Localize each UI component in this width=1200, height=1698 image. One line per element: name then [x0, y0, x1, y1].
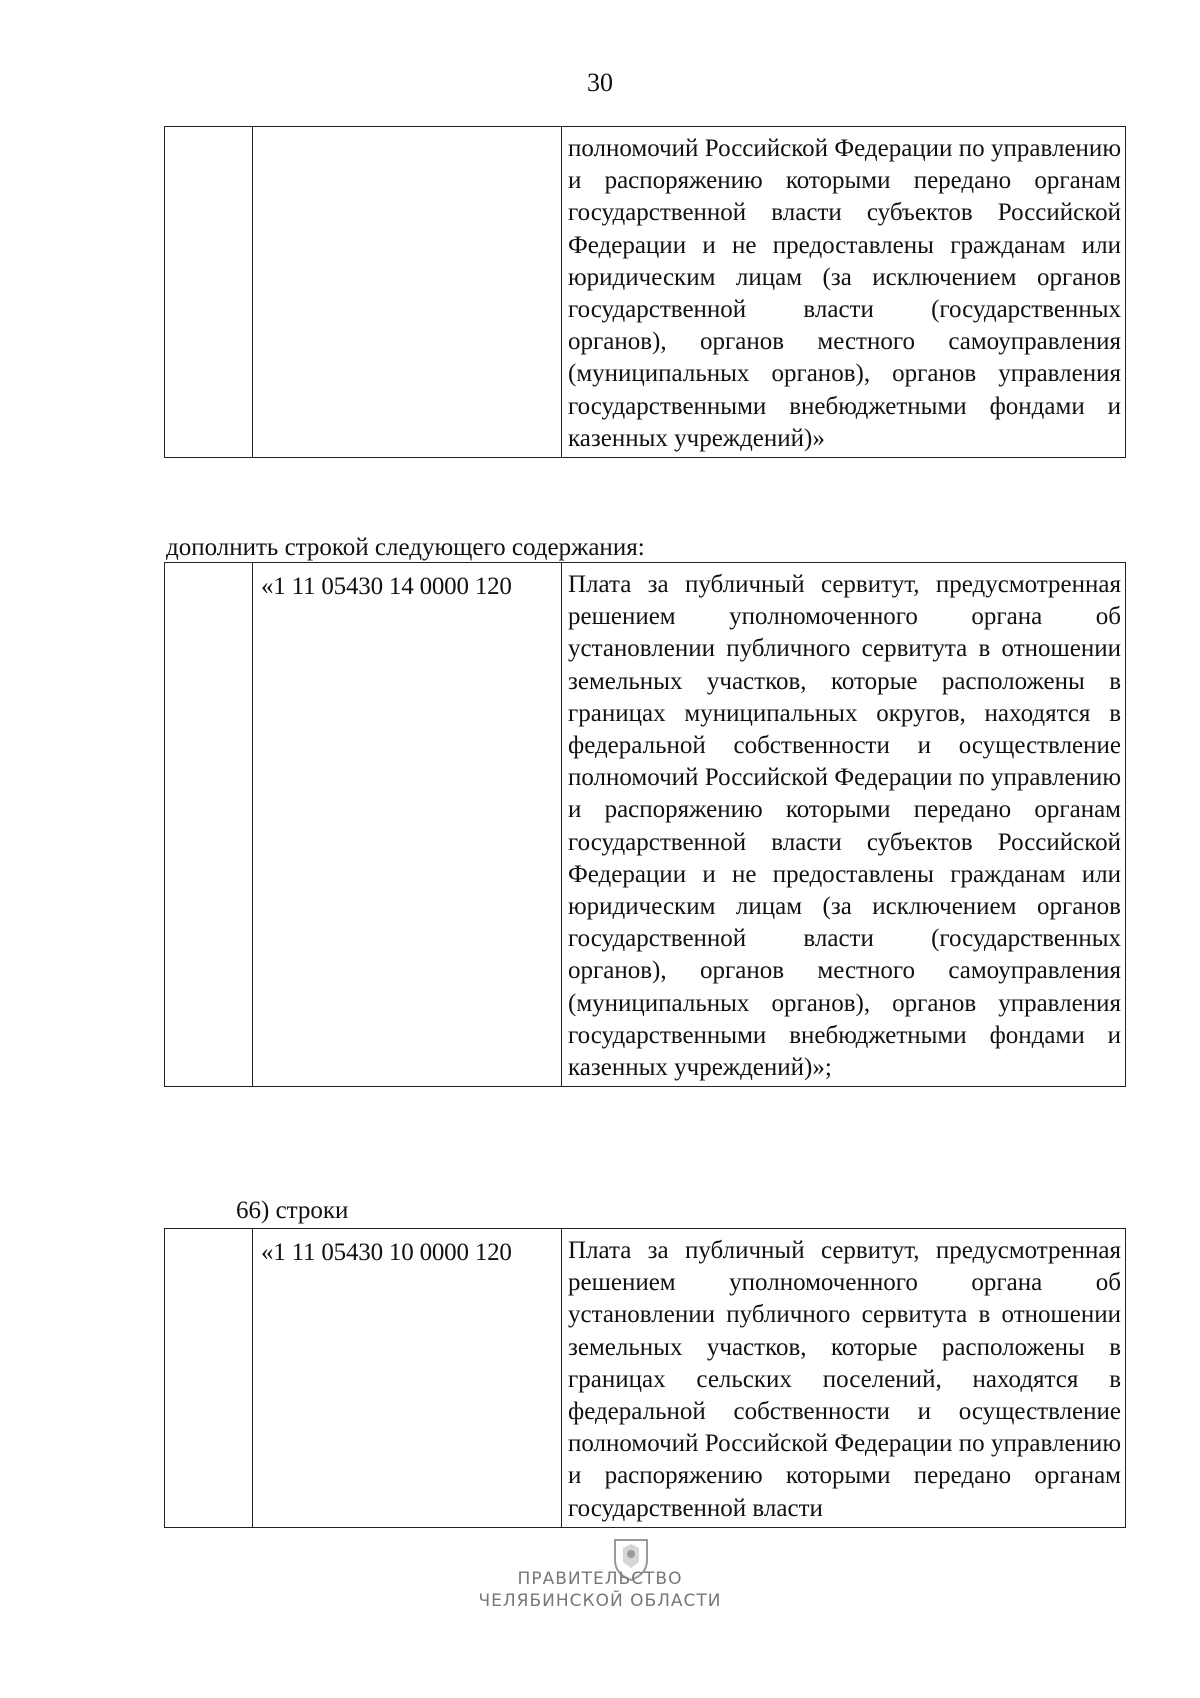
government-stamp: [0, 1568, 1200, 1612]
budget-code: «1 11 05430 10 0000 120: [261, 1239, 512, 1266]
table-new-row: [164, 562, 1126, 1087]
row-description: полномочий Российской Федерации по управлению и распоряжению которыми передано органам государственной власти субъектов Российской Федерации и не предоставлены гражданам или юридическим лицам (за исключением органов государственной власти (государственных органов), органов местного самоуправления (муниципальных органов), органов управления государственными внебюджетными фондами и казенных учреждений)»: [568, 135, 1121, 452]
table-row: [165, 1229, 1126, 1528]
budget-code: [253, 127, 561, 135]
stamp-line-1: ПРАВИТЕЛЬСТВО: [517, 1569, 683, 1589]
description-cell: [562, 563, 1126, 1087]
table-continuation: [164, 126, 1126, 458]
page-number: 30: [587, 68, 613, 97]
row-description: Плата за публичный сервитут, предусмотренная решением уполномоченного органа об установлении публичного сервитута в отношении земельных участков, которые расположены в границах сельских поселений, находятся в федеральной собственности и осуществление полномочий Российской Федерации по управлению и распоряжению которыми передано органам государственной власти: [568, 1237, 1121, 1522]
description-cell: [562, 1229, 1126, 1528]
empty-cell: [165, 1229, 253, 1528]
table-rows-66: [164, 1228, 1126, 1528]
code-cell: [253, 563, 562, 1087]
budget-code: «1 11 05430 14 0000 120: [261, 573, 512, 600]
table-row: [165, 563, 1126, 1087]
instruction-text: дополнить строкой следующего содержания:: [166, 534, 645, 561]
code-cell: [253, 127, 562, 458]
description-cell: [562, 127, 1126, 458]
table-row: [165, 127, 1126, 458]
instruction-text: 66) строки: [236, 1197, 349, 1224]
empty-cell: [165, 127, 253, 458]
row-description: Плата за публичный сервитут, предусмотренная решением уполномоченного органа об установлении публичного сервитута в отношении земельных участков, которые расположены в границах муниципальных округов, находятся в федеральной собственности и осуществление полномочий Российской Федерации по управлению и распоряжению которыми передано органам государственной власти субъектов Российской Федерации и не предоставлены гражданам или юридическим лицам (за исключением органов государственной власти (государственных органов), органов местного самоуправления (муниципальных органов), органов управления государственными внебюджетными фондами и казенных учреждений)»;: [568, 571, 1121, 1082]
code-cell: [253, 1229, 562, 1528]
empty-cell: [165, 563, 253, 1087]
stamp-line-2: ЧЕЛЯБИНСКОЙ ОБЛАСТИ: [478, 1591, 722, 1611]
